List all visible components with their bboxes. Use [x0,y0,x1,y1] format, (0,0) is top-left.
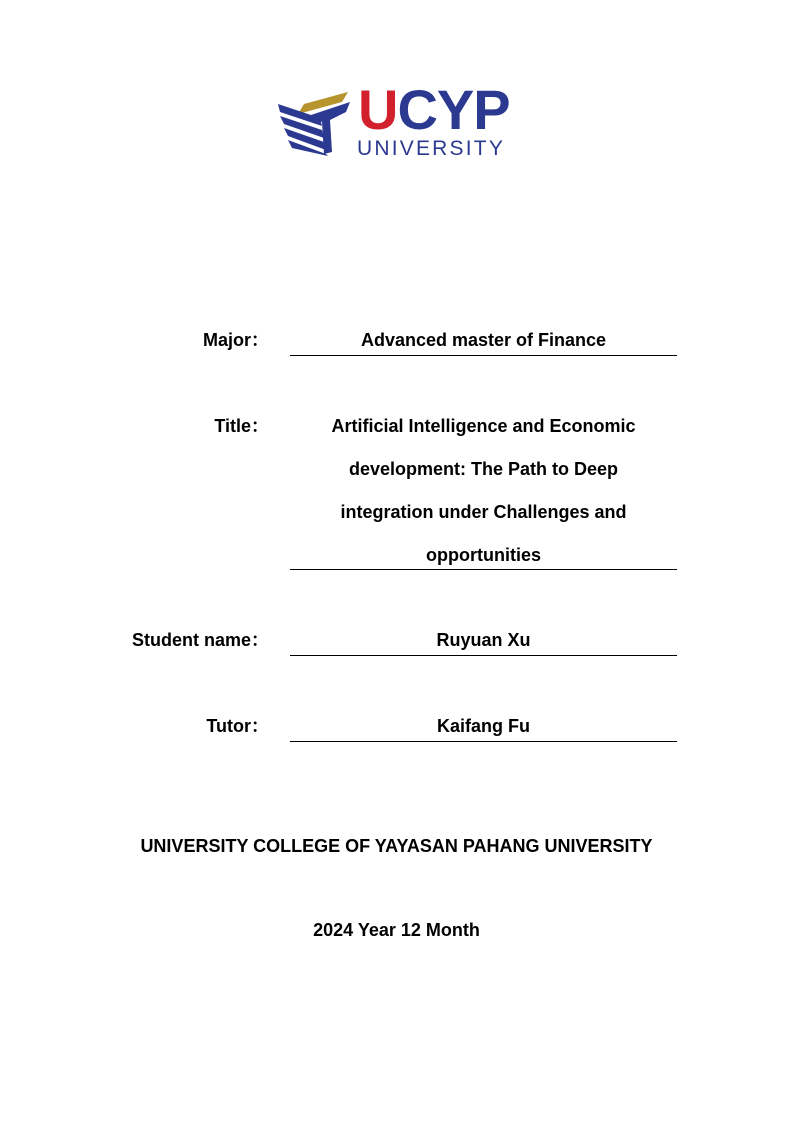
tutor-label: Tutor： [206,716,269,736]
logo-letters-cyp: CYP [397,78,510,141]
student-name-underline [290,655,677,656]
student-name-label: Student name： [131,630,269,650]
title-line-1: Artificial Intelligence and Economic [331,416,636,436]
logo-subtitle: UNIVERSITY [357,137,506,160]
title-value [290,405,677,577]
title-line-3: integration under Challenges and [340,502,627,522]
wing-emblem-icon [278,90,358,156]
major-label: Major： [202,330,269,350]
student-name-value: Ruyuan Xu [436,630,531,650]
title-line-2: development: The Path to Deep [348,459,619,479]
institution-name: UNIVERSITY COLLEGE OF YAYASAN PAHANG UNIVERSITY [140,836,653,856]
university-logo [278,78,538,162]
title-line-4: opportunities [426,545,541,565]
title-underline [290,569,677,570]
logo-letter-u: U [358,78,398,141]
title-label: Title： [214,416,269,436]
major-underline [290,355,677,356]
tutor-underline [290,741,677,742]
submission-date: 2024 Year 12 Month [313,920,480,940]
logo-wordmark [358,78,510,141]
major-value: Advanced master of Finance [360,330,607,350]
tutor-value: Kaifang Fu [437,716,530,736]
